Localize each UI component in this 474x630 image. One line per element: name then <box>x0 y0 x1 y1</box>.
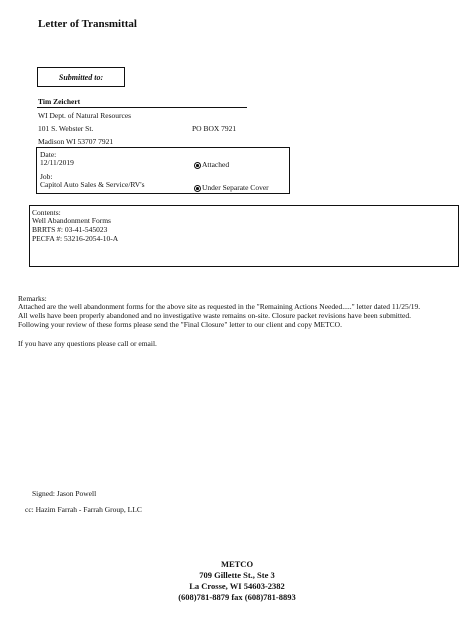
job-label: Job: <box>40 172 53 181</box>
option-separate-label: Under Separate Cover <box>202 183 269 192</box>
contents-line: PECFA #: 53216-2054-10-A <box>32 234 119 243</box>
signed-by: Signed: Jason Powell <box>32 489 97 498</box>
date-value: 12/11/2019 <box>40 158 74 167</box>
option-attached[interactable] <box>194 160 229 169</box>
date-label: Date: <box>40 150 57 159</box>
remarks-closing: If you have any questions please call or email. <box>18 339 157 348</box>
radio-selected-icon <box>194 185 201 192</box>
footer-address <box>0 559 474 603</box>
recipient-po-box: PO BOX 7921 <box>192 124 237 133</box>
footer-street: 709 Gillette St., Ste 3 <box>199 570 275 580</box>
contents-label: Contents: <box>32 208 61 217</box>
footer-city: La Crosse, WI 54603-2382 <box>189 581 285 591</box>
footer-phone: (608)781-8879 fax (608)781-8893 <box>178 592 296 602</box>
submitted-to-box <box>37 67 125 87</box>
recipient-name: Tim Zeichert <box>38 97 81 106</box>
option-attached-label: Attached <box>202 160 230 169</box>
radio-selected-icon <box>194 162 201 169</box>
remarks-line: Following your review of these forms please send the "Final Closure" letter to our client and copy METCO. <box>18 320 342 329</box>
document-title: Letter of Transmittal <box>38 18 137 30</box>
cc-line: cc: Hazim Farrah - Farrah Group, LLC <box>25 505 142 514</box>
submitted-to-label: Submitted to: <box>58 72 104 82</box>
footer-company: METCO <box>220 559 254 569</box>
recipient-org: WI Dept. of Natural Resources <box>38 111 132 120</box>
remarks-label: Remarks: <box>18 294 47 303</box>
remarks-line: Attached are the well abandonment forms for the above site as requested in the "Remaining Actions Needed....." letter dated 11/25/19. <box>18 302 421 311</box>
remarks-line: All wells have been properly abandoned and no investigative waste remains on-site. Closure packet revisions have been submitted. <box>18 311 412 320</box>
contents-line: BRRTS #: 03-41-545023 <box>32 225 108 234</box>
recipient-city: Madison WI 53707 7921 <box>38 137 114 146</box>
recipient-divider <box>37 107 247 108</box>
option-separate-cover[interactable] <box>194 183 269 192</box>
job-value: Capitol Auto Sales & Service/RV's <box>40 180 145 189</box>
recipient-street: 101 S. Webster St. <box>38 124 94 133</box>
contents-line: Well Abandonment Forms <box>32 216 111 225</box>
